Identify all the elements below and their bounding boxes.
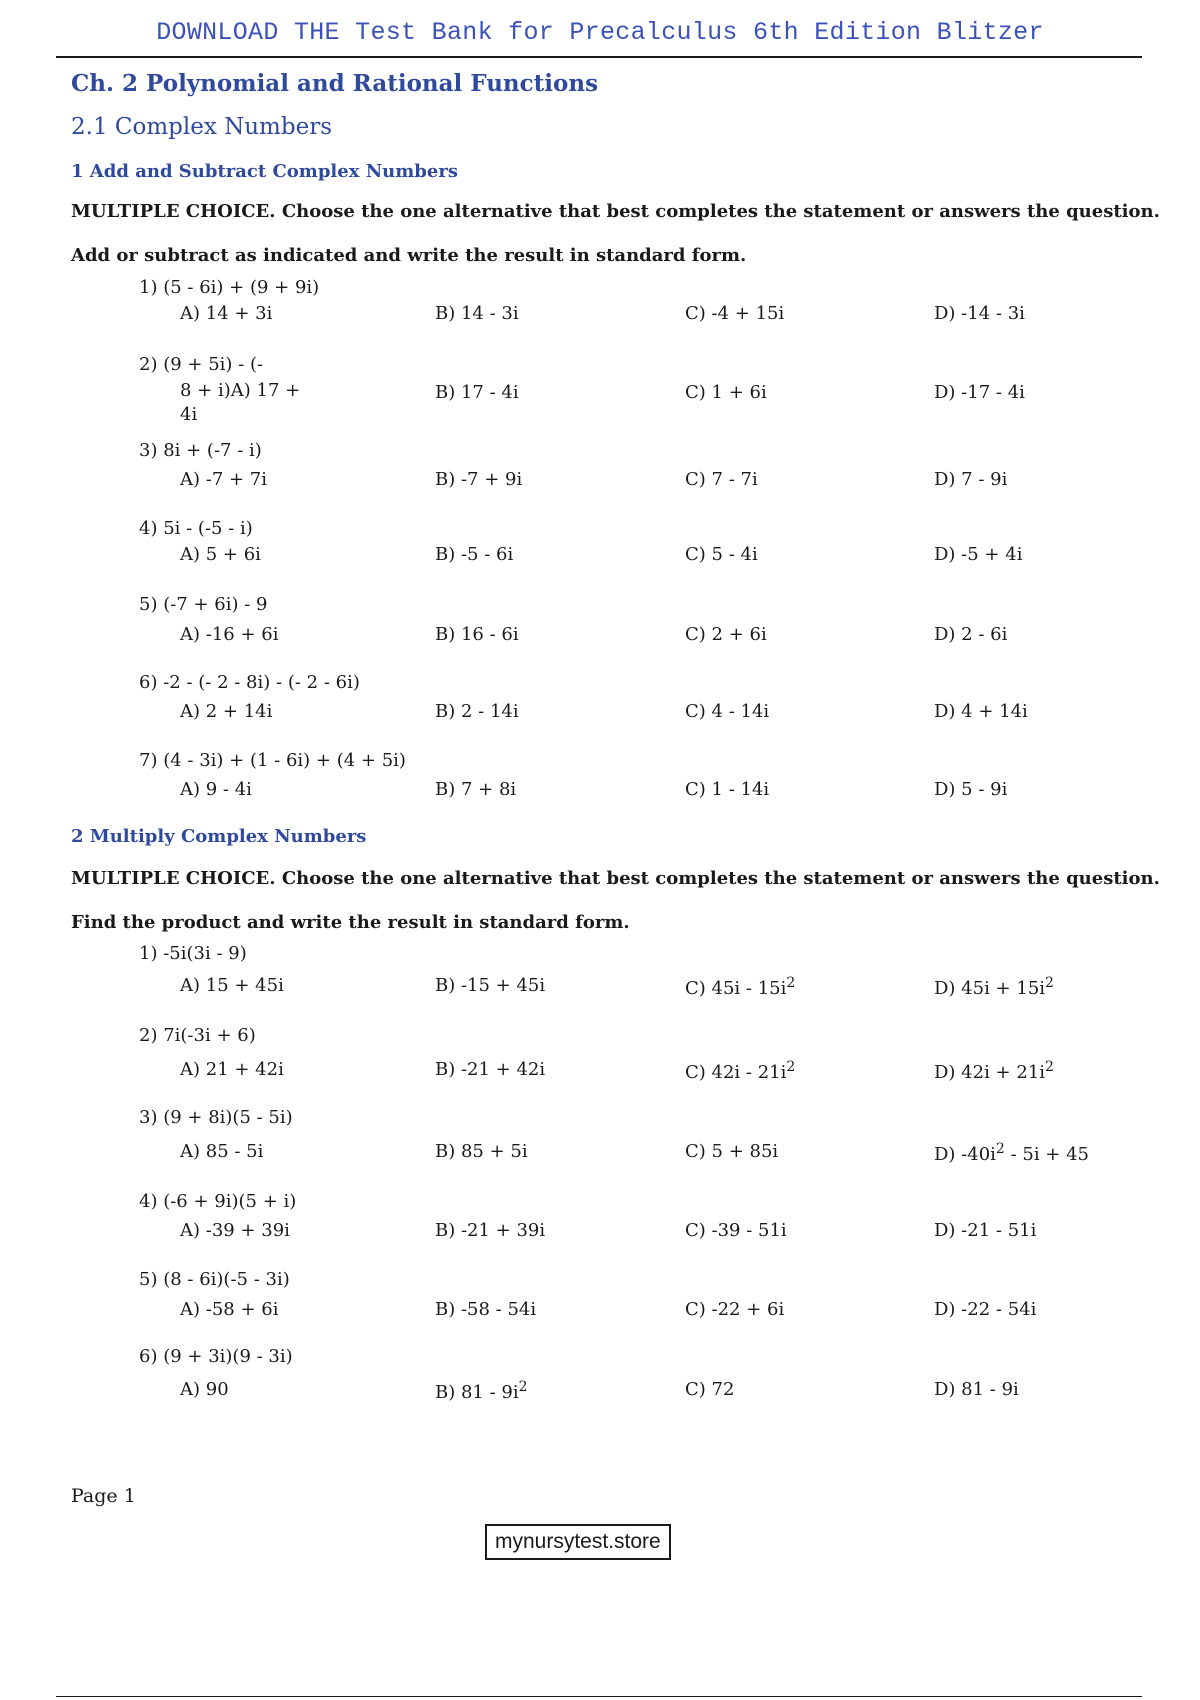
answer-option-a: A) 5 + 6i: [180, 544, 261, 565]
exponent: 2: [786, 1059, 796, 1075]
answer-option-b: B) 14 - 3i: [435, 303, 519, 324]
answer-option-a: A) -58 + 6i: [180, 1299, 279, 1320]
answer-option-c: C) 5 + 85i: [685, 1141, 779, 1162]
question-stem: 1) (5 - 6i) + (9 + 9i): [139, 277, 320, 298]
answer-option-a: A) 85 - 5i: [180, 1141, 264, 1162]
question-stem: 2) 7i(-3i + 6): [139, 1025, 256, 1046]
question-stem: 6) (9 + 3i)(9 - 3i): [139, 1346, 293, 1367]
answer-option-c: C) -22 + 6i: [685, 1299, 785, 1320]
answer-option-d: D) 2 - 6i: [934, 624, 1008, 645]
answer-option-c: C) 5 - 4i: [685, 544, 758, 565]
question-stem: 5) (-7 + 6i) - 9: [139, 594, 268, 615]
question-stem: 2) (9 + 5i) - (-: [139, 354, 264, 375]
chapter-heading: Ch. 2 Polynomial and Rational Functions: [71, 70, 599, 97]
answer-option-d: D) $45i + 15i^2$: [934, 975, 1054, 999]
question-stem: 3) 8i + (-7 - i): [139, 440, 262, 461]
section-heading: 2.1 Complex Numbers: [71, 114, 332, 140]
answer-option-a: A) 21 + 42i: [180, 1059, 284, 1080]
answer-option-b: B) -15 + 45i: [435, 975, 546, 996]
page-number: Page 1: [71, 1485, 136, 1507]
answer-option-d: D) -5 + 4i: [934, 544, 1023, 565]
answer-option-b: B) 2 - 14i: [435, 701, 519, 722]
exponent: 2: [995, 1141, 1005, 1157]
question-stem: 5) (8 - 6i)(-5 - 3i): [139, 1269, 290, 1290]
answer-option-b: B) 16 - 6i: [435, 624, 519, 645]
answer-option-a: A) 15 + 45i: [180, 975, 284, 996]
answer-option-d: D) -17 - 4i: [934, 382, 1025, 403]
exponent: 2: [518, 1379, 528, 1395]
answer-option-d: D) 4 + 14i: [934, 701, 1028, 722]
answer-option-b: B) 7 + 8i: [435, 779, 517, 800]
answer-option-d: D) 7 - 9i: [934, 469, 1008, 490]
question-stem: 7) (4 - 3i) + (1 - 6i) + (4 + 5i): [139, 750, 406, 771]
footer-rule: [56, 1696, 1142, 1697]
answer-option-a: A) -7 + 7i: [180, 469, 268, 490]
question-prompt: Add or subtract as indicated and write the result in standard form.: [71, 245, 747, 266]
exponent: 2: [1045, 975, 1054, 991]
answer-option-c: C) 1 + 6i: [685, 382, 767, 403]
answer-option-b: B) -7 + 9i: [435, 469, 523, 490]
answer-option-d: D) $-40i^2 - 5i + 45$: [934, 1141, 1090, 1165]
multiple-choice-instruction: MULTIPLE CHOICE. Choose the one alternative that best completes the statement or answers the question.: [71, 868, 1160, 889]
answer-option-b: B) 17 - 4i: [435, 382, 519, 403]
exponent: 2: [786, 975, 796, 991]
question-stem-continued: 4i: [180, 404, 198, 425]
question-stem: 3) (9 + 8i)(5 - 5i): [139, 1107, 293, 1128]
answer-option-d: D) $42i + 21i^2$: [934, 1059, 1054, 1083]
subsection-heading-add-subtract: 1 Add and Subtract Complex Numbers: [71, 161, 458, 182]
answer-option-c: C) -4 + 15i: [685, 303, 785, 324]
question-stem: 6) -2 - (- 2 - 8i) - (- 2 - 6i): [139, 672, 360, 693]
question-prompt: Find the product and write the result in standard form.: [71, 912, 630, 933]
answer-option-a: A) 9 - 4i: [180, 779, 252, 800]
answer-option-c: C) $45i - 15i^2$: [685, 975, 796, 999]
answer-option-b: B) -58 - 54i: [435, 1299, 537, 1320]
question-stem: 1) -5i(3i - 9): [139, 943, 247, 964]
answer-option-b: B) 85 + 5i: [435, 1141, 528, 1162]
question-stem: 4) 5i - (-5 - i): [139, 518, 253, 539]
download-banner: DOWNLOAD THE Test Bank for Precalculus 6th Edition Blitzer: [156, 18, 1044, 47]
question-stem-continued: 8 + i)A) 17 +: [180, 380, 301, 401]
answer-option-b: B) -5 - 6i: [435, 544, 514, 565]
answer-option-d: D) -14 - 3i: [934, 303, 1025, 324]
answer-option-d: D) -22 - 54i: [934, 1299, 1037, 1320]
exponent: 2: [1045, 1059, 1054, 1075]
answer-option-d: D) 81 - 9i: [934, 1379, 1019, 1400]
question-stem: 4) (-6 + 9i)(5 + i): [139, 1191, 297, 1212]
answer-option-d: D) -21 - 51i: [934, 1220, 1037, 1241]
answer-option-b: B) -21 + 42i: [435, 1059, 546, 1080]
answer-option-c: C) $42i - 21i^2$: [685, 1059, 796, 1083]
answer-option-c: C) 72: [685, 1379, 735, 1400]
answer-option-c: C) 2 + 6i: [685, 624, 767, 645]
subsection-heading-multiply: 2 Multiply Complex Numbers: [71, 826, 367, 847]
answer-option-a: A) -16 + 6i: [180, 624, 279, 645]
answer-option-c: C) 7 - 7i: [685, 469, 758, 490]
answer-option-a: A) 90: [180, 1379, 229, 1400]
store-watermark-box: mynursytest.store: [485, 1524, 671, 1560]
header-rule: [56, 56, 1142, 58]
answer-option-c: C) 4 - 14i: [685, 701, 770, 722]
answer-option-a: A) 14 + 3i: [180, 303, 273, 324]
answer-option-d: D) 5 - 9i: [934, 779, 1008, 800]
answer-option-a: A) 2 + 14i: [180, 701, 273, 722]
answer-option-a: A) -39 + 39i: [180, 1220, 290, 1241]
answer-option-b: B) -21 + 39i: [435, 1220, 546, 1241]
answer-option-c: C) 1 - 14i: [685, 779, 770, 800]
answer-option-c: C) -39 - 51i: [685, 1220, 787, 1241]
answer-option-b: B) $81 - 9i^2$: [435, 1379, 528, 1403]
multiple-choice-instruction: MULTIPLE CHOICE. Choose the one alternative that best completes the statement or answers the question.: [71, 201, 1160, 222]
